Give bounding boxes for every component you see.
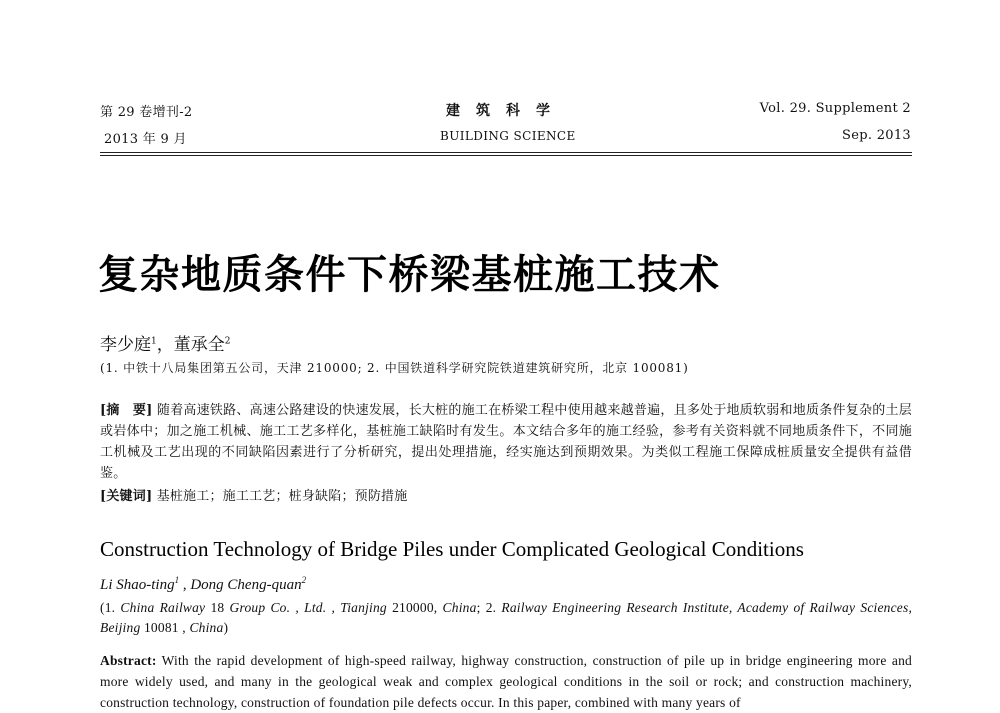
keywords-cn-label: [关键词] xyxy=(100,489,153,504)
abstract-cn-label: [摘 要] xyxy=(100,403,153,418)
journal-volume-cn: 第 29 卷增刊-2 xyxy=(100,105,193,120)
author-separator: ， xyxy=(156,335,174,355)
author-en-2-affil: 2 xyxy=(301,575,307,585)
author-en-1: Li Shao-ting xyxy=(100,577,175,593)
journal-name-cn: 建筑科学 xyxy=(446,103,566,119)
affil-en-num1: 18 xyxy=(210,600,225,615)
author-cn-2: 董承全 xyxy=(173,335,225,355)
article-title-en: Construction Technology of Bridge Piles under Complicated Geological Conditions xyxy=(100,537,804,561)
affil-en-n1: (1. xyxy=(100,600,116,615)
authors-cn xyxy=(100,330,230,355)
journal-date-en: Sep. 2013 xyxy=(842,128,911,143)
affiliation-en xyxy=(100,598,912,638)
affil-en-org1: China Railway xyxy=(120,600,206,615)
affil-en-org1b: Group Co. , Ltd. , Tianjing xyxy=(229,600,387,615)
authors-en xyxy=(100,575,306,594)
author-cn-2-affil: 2 xyxy=(224,336,231,347)
journal-volume-en: Vol. 29. Supplement 2 xyxy=(759,101,911,116)
abstract-cn-text: 随着高速铁路、高速公路建设的快速发展，长大桩的施工在桥梁工程中使用越来越普遍，且多处于地质软弱和地质条件复杂的土层或岩体中；加之施工机械、施工工艺多样化，基桩施工缺陷时有发生。本文结合多年的施工经验，参考有关资料就不同地质条件下，不同施工机械及工艺出现的不同缺陷因素进行了分析研究，提出处理措施，经实施达到预期效果。为类似工程施工保障成桩质量安全提供有益借鉴。 xyxy=(100,403,912,481)
header-rule-top xyxy=(100,152,912,153)
author-cn-1: 李少庭 xyxy=(100,335,151,355)
abstract-cn xyxy=(100,400,912,484)
author-en-separator: , xyxy=(179,577,191,593)
affil-en-c2: China xyxy=(189,620,224,635)
keywords-cn-text: 基桩施工；施工工艺；桩身缺陷；预防措施 xyxy=(156,489,408,504)
journal-date-cn: 2013 年 9 月 xyxy=(104,132,187,147)
author-en-2: Dong Cheng-quan xyxy=(190,577,302,593)
keywords-cn xyxy=(100,486,912,507)
affil-en-c1: China xyxy=(442,600,477,615)
affil-en-zip1: 210000, xyxy=(392,600,438,615)
affil-en-end: ) xyxy=(223,620,229,635)
header-rule-bottom xyxy=(100,155,912,156)
article-title-cn: 复杂地质条件下桥梁基桩施工技术 xyxy=(98,252,721,298)
journal-name-en: BUILDING SCIENCE xyxy=(440,129,576,143)
affil-en-org2: Railway Engineering Research Institute, Academy of Railway Sciences, Beijing xyxy=(100,600,913,635)
author-en-1-affil: 1 xyxy=(174,575,180,585)
affil-en-n2: ; 2. xyxy=(476,600,497,615)
abstract-en xyxy=(100,650,912,713)
abstract-en-label: Abstract: xyxy=(100,653,157,668)
affiliation-cn: (1. 中铁十八局集团第五公司，天津 210000; 2. 中国铁道科学研究院铁道建筑研究所，北京 100081) xyxy=(100,361,689,375)
abstract-en-text: With the rapid development of high-speed railway, highway construction, construction of pile up in bridge engineering more and more widely used, and many in the geological weak and complex geological conditions in the soil or rock; and construction machinery, construction technology, construction of foundation pile defects occur. In this paper, combined with many years of xyxy=(100,653,912,710)
author-cn-1-affil: 1 xyxy=(151,336,157,347)
affil-en-zip2: 10081 , xyxy=(143,620,186,635)
